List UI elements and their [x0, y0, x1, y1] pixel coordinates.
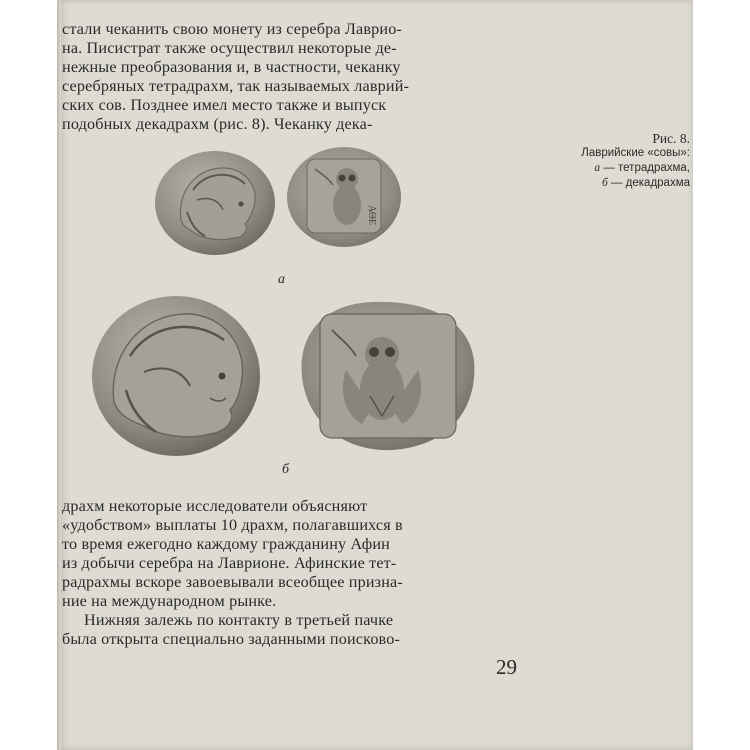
caption-letter-b: б [601, 177, 608, 189]
text-line: драхм некоторые исследователи объясняют [62, 497, 368, 515]
bottom-text-block [62, 497, 512, 649]
caption-text-a: — тетрадрахма, [600, 162, 690, 174]
caption-letter-a: а [594, 162, 601, 174]
text-line: на. Писистрат также осуществил некоторые де- [62, 39, 397, 57]
text-line: радрахмы вскоре завоевывали всеобщее призна- [62, 573, 403, 591]
text-line: из добычи серебра на Лаврионе. Афинские тет- [62, 554, 397, 572]
caption-item-a [500, 161, 690, 176]
page-number: 29 [496, 655, 517, 679]
svg-text:ΑΘΕ: ΑΘΕ [366, 205, 377, 226]
decadrachm-reverse-image [292, 296, 480, 454]
text-line: ских сов. Позднее имел место также и выпуск [62, 96, 387, 114]
caption-item-b [500, 176, 690, 191]
text-line: серебряных тетрадрахм, так называемых лаврий- [62, 77, 410, 95]
text-line: то время ежегодно каждому гражданину Афин [62, 535, 390, 553]
figure-label-b: б [282, 462, 290, 477]
caption-title: Лаврийские «совы»: [581, 147, 690, 159]
tetradrachm-reverse-image [285, 145, 403, 249]
text-line: стали чеканить свою монету из серебра Лаврио- [62, 20, 402, 38]
page-gutter [57, 0, 61, 750]
text-line: нежные преобразования и, в частности, чеканку [62, 58, 401, 76]
top-text-block [62, 20, 486, 134]
text-line: была открыта специально заданными поисково- [62, 630, 401, 648]
text-line: ние на международном рынке. [62, 592, 277, 610]
decadrachm-obverse-image [90, 294, 262, 458]
text-line: Нижняя залежь по контакту в третьей пачке [84, 611, 394, 629]
text-line: «удобством» выплаты 10 драхм, полагавшихся в [62, 516, 403, 534]
caption-text-b: — декадрахма [607, 177, 690, 189]
figure-label-a: а [278, 272, 285, 287]
caption-number: Рис. 8. [652, 131, 690, 146]
figure-caption [500, 131, 690, 191]
tetradrachm-obverse-image [153, 150, 277, 256]
text-line: подобных декадрахм (рис. 8). Чеканку дека- [62, 115, 373, 133]
